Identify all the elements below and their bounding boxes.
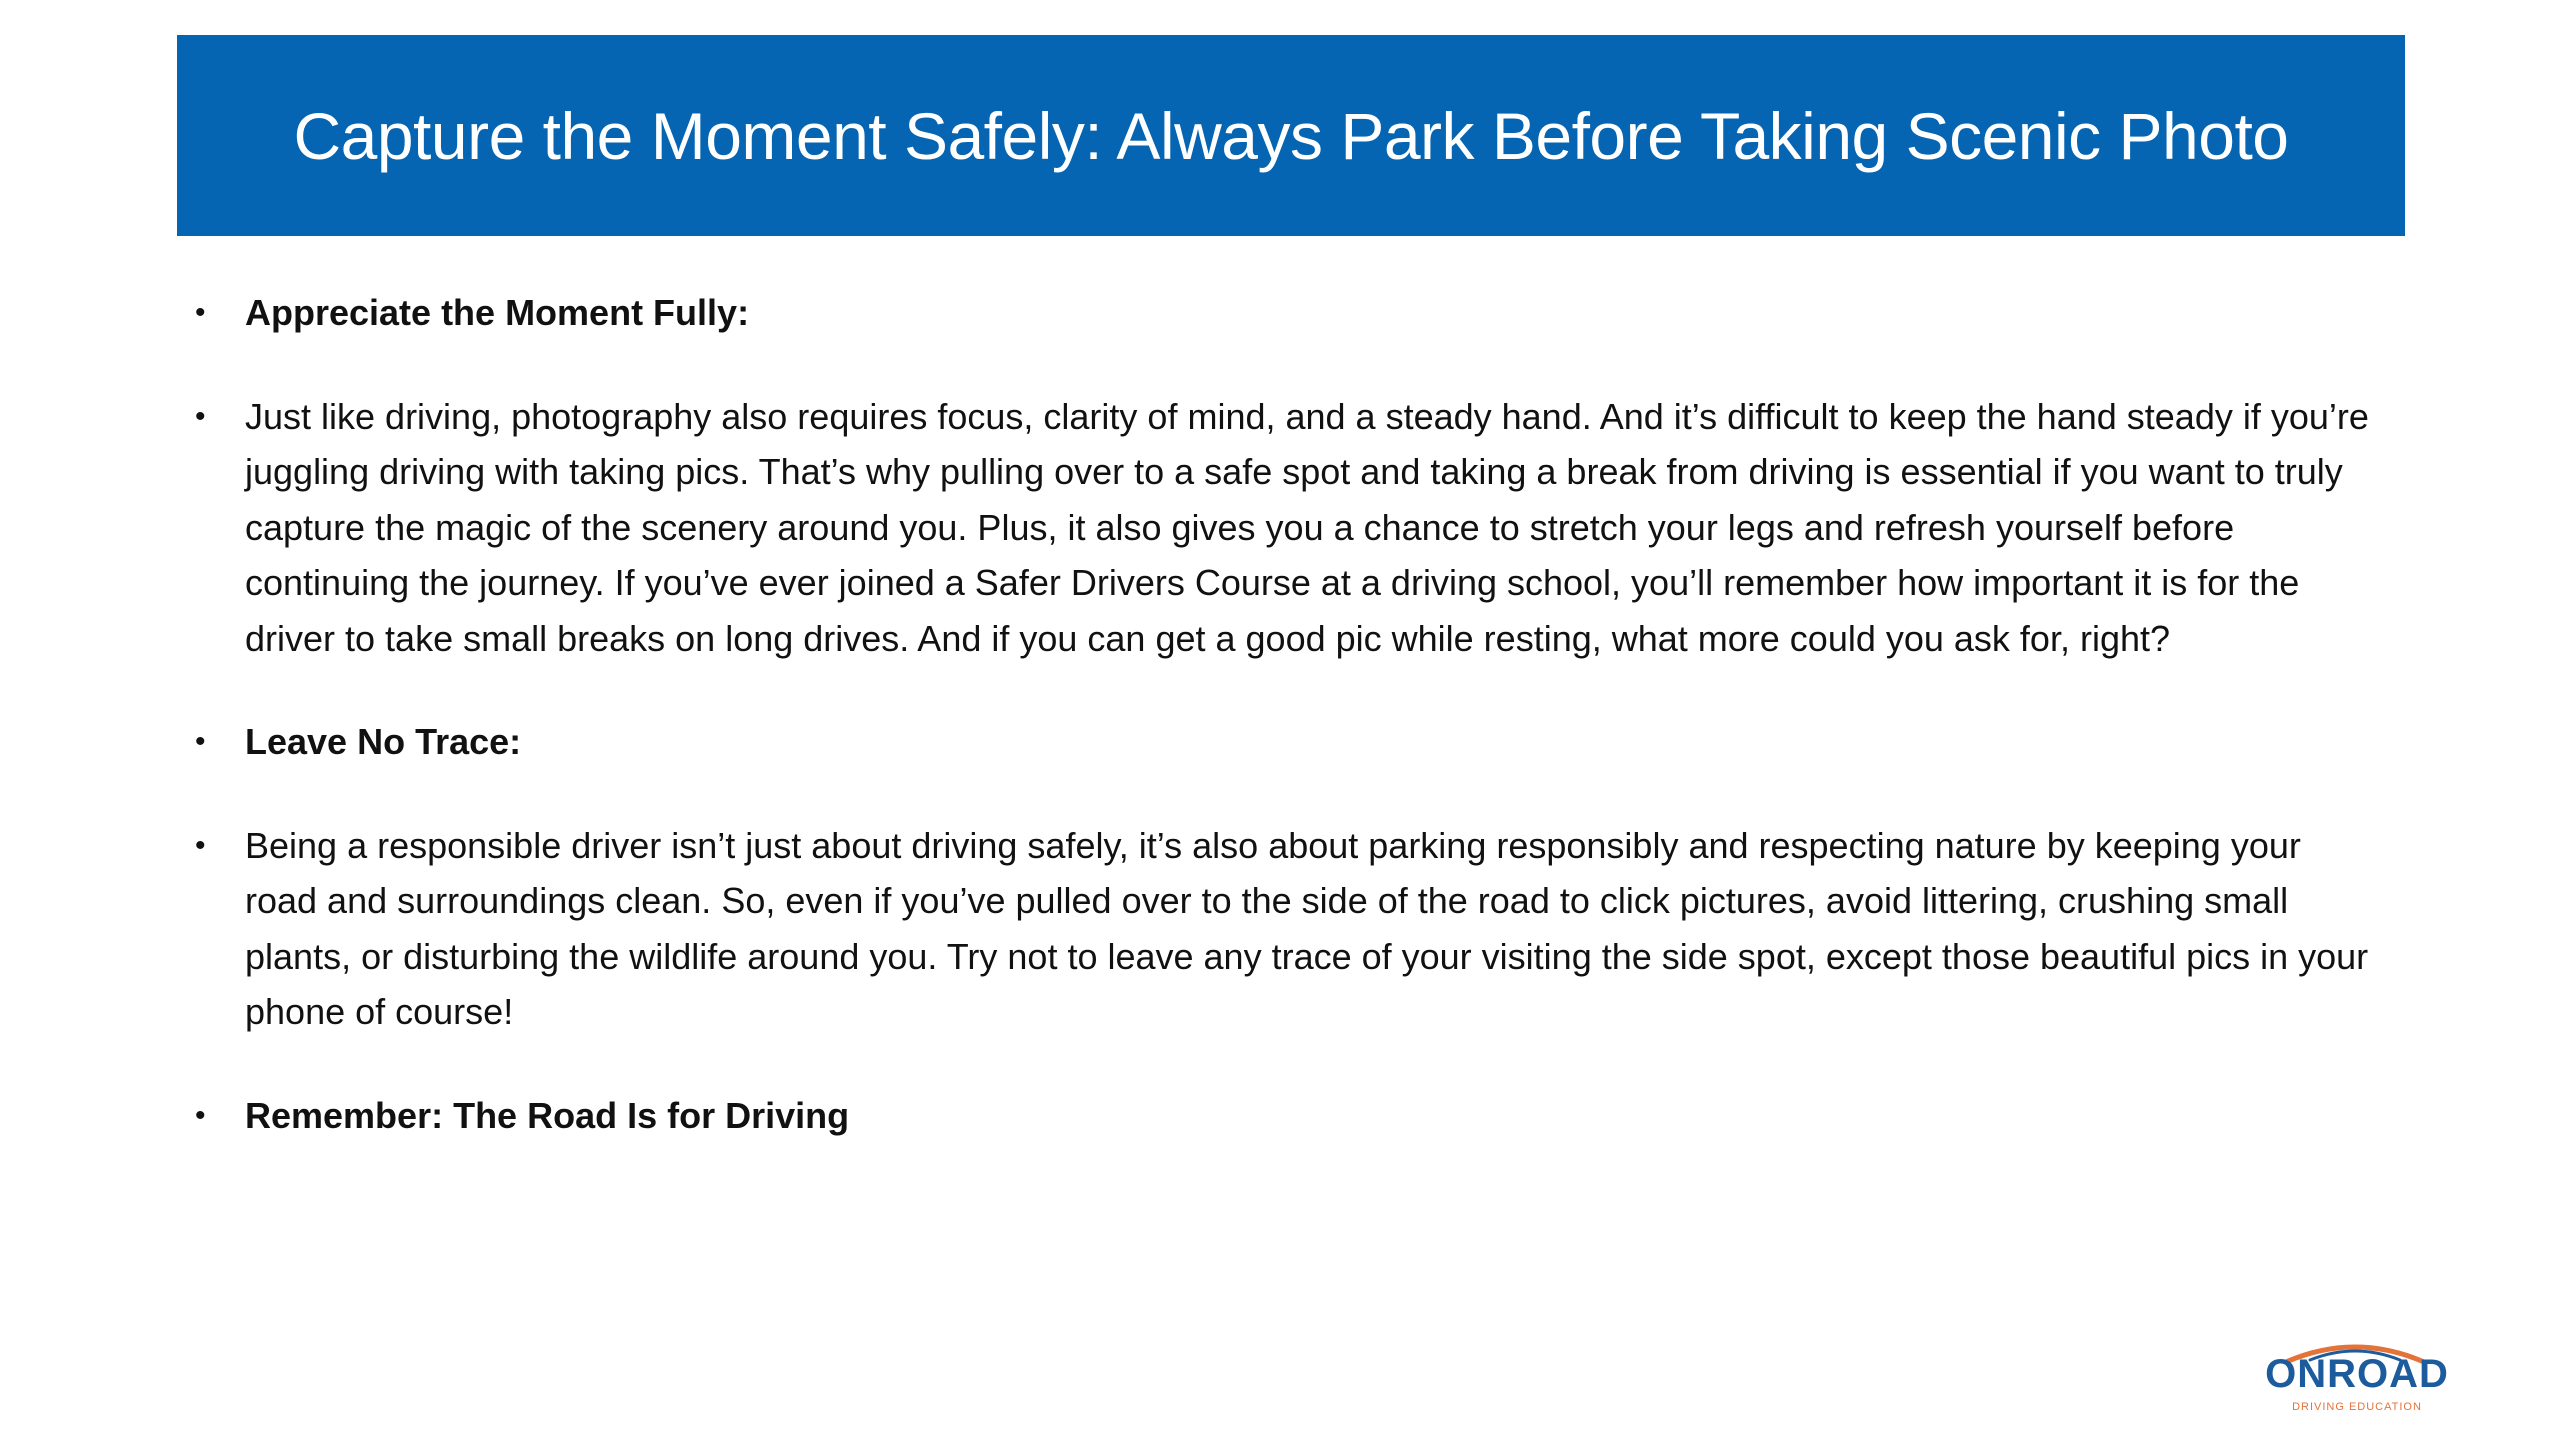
bullet-paragraph-photography	[195, 389, 2375, 667]
slide-title: Capture the Moment Safely: Always Park Before Taking Scenic Photo	[293, 98, 2289, 173]
bullet-text: Just like driving, photography also requires focus, clarity of mind, and a steady hand. And it’s difficult to keep the hand steady if you’re juggling driving with taking pics. That’s why pulling over to a safe spot and taking a break from driving is essential if you want to truly capture the magic of the scenery around you. Plus, it also gives you a chance to stretch your legs and refresh yourself before continuing the journey. If you’ve ever joined a Safer Drivers Course at a driving school, you’ll remember how important it is for the driver to take small breaks on long drives. And if you can get a good pic while resting, what more could you ask for, right?	[245, 395, 2369, 659]
bullet-dot: •	[195, 1098, 206, 1132]
bullet-dot: •	[195, 399, 206, 433]
bullet-heading-leave-no-trace	[195, 714, 2375, 770]
logo-wordmark: ONROAD	[2265, 1352, 2449, 1396]
bullet-heading-remember	[195, 1088, 2375, 1144]
bullet-list	[195, 285, 2375, 1143]
bullet-text: Appreciate the Moment Fully:	[245, 292, 750, 333]
bullet-text: Being a responsible driver isn’t just about driving safely, it’s also about parking responsibly and respecting nature by keeping your road and surroundings clean. So, even if you’ve pulled over to the side of the road to click pictures, avoid littering, crushing small plants, or disturbing the wildlife around you. Try not to leave any trace of your visiting the side spot, except those beautiful pics in your phone of course!	[245, 824, 2369, 1032]
title-banner	[177, 35, 2405, 236]
slide-body	[195, 285, 2375, 1191]
bullet-dot: •	[195, 725, 206, 758]
bullet-dot: •	[195, 828, 206, 862]
bullet-text: Remember: The Road Is for Driving	[245, 1094, 850, 1136]
bullet-text: Leave No Trace:	[245, 721, 522, 762]
logo-tagline: DRIVING EDUCATION	[2292, 1401, 2422, 1413]
onroad-logo	[2262, 1338, 2452, 1418]
bullet-heading-appreciate	[195, 285, 2375, 341]
bullet-dot: •	[195, 296, 206, 329]
bullet-paragraph-responsible	[195, 818, 2375, 1040]
